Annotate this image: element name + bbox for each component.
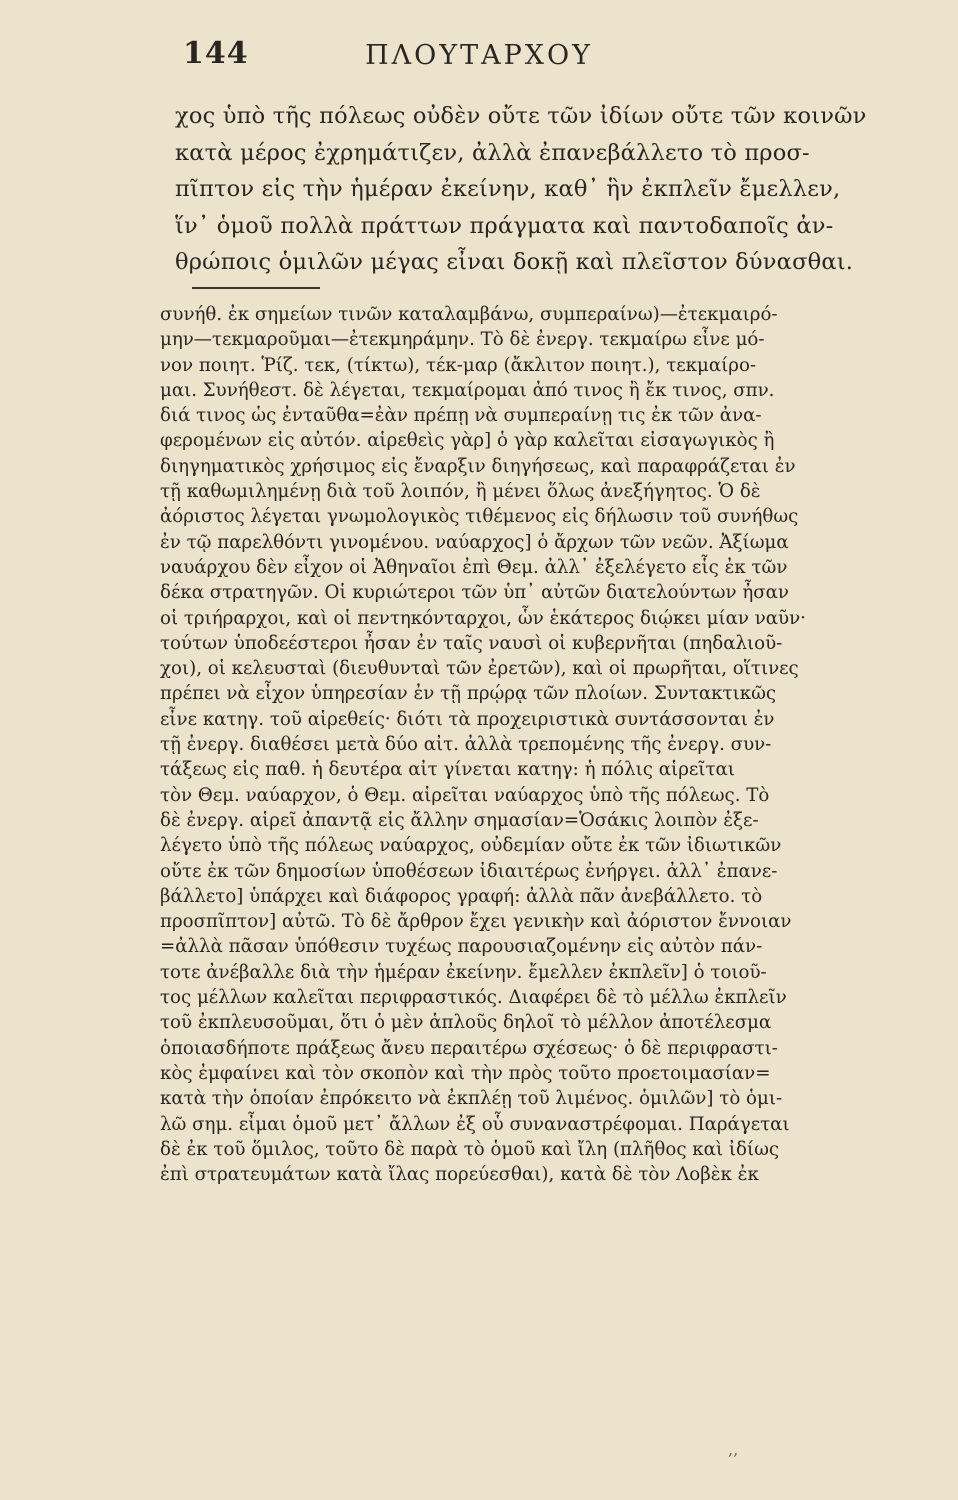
- main-text-line: χος ὑπὸ τῆς πόλεως οὐδὲν οὔτε τῶν ἰδίων οὔτε τῶν κοινῶν: [175, 103, 867, 129]
- note-line: νον ποιητ. Ῥίζ. τεκ, (τίκτω), τέκ-μαρ (ἄκλιτον ποιητ.), τεκμαίρο-: [160, 354, 757, 376]
- note-line: λῶ σημ. εἶμαι ὁμοῦ μετ᾽ ἄλλων ἐξ οὗ συναναστρέφομαι. Παράγεται: [160, 1113, 790, 1135]
- commentary-notes-block: [160, 302, 950, 1187]
- note-line: ἐν τῷ παρελθόντι γινομένου. ναύαρχος] ὁ ἄρχων τῶν νεῶν. Ἀξίωμα: [160, 531, 789, 553]
- note-line: ὁποιασδήποτε πράξεως ἄνευ περαιτέρω σχέσεως· ὁ δὲ περιφραστι-: [160, 1037, 778, 1059]
- footnote-separator-rule: [192, 287, 320, 289]
- note-line: διά τινος ὡς ἐνταῦθα=ἐὰν πρέπῃ νὰ συμπεραίνῃ τις ἐκ τῶν ἀνα-: [160, 405, 762, 427]
- note-line: τούτων ὑποδεέστεροι ἦσαν ἐν ταῖς ναυσὶ οἱ κυβερνῆται (πηδαλιοῦ-: [160, 632, 783, 654]
- note-line: χοι), οἱ κελευσταὶ (διευθυνταὶ τῶν ἐρετῶν), καὶ οἱ πρωρῆται, οἵτινες: [160, 658, 799, 680]
- note-line: ἐπὶ στρατευμάτων κατὰ ἴλας πορεύεσθαι), κατὰ δὲ τὸν Λοβὲκ ἐκ: [160, 1164, 759, 1186]
- note-line: οὔτε ἐκ τῶν δημοσίων ὑποθέσεων ἰδιαιτέρως ἐνήργει. ἀλλ᾽ ἐπανε-: [160, 860, 778, 882]
- main-text-line: θρώποις ὁμιλῶν μέγας εἶναι δοκῇ καὶ πλεῖστον δύνασθαι.: [175, 249, 854, 275]
- page-number: 144: [183, 36, 249, 71]
- note-line: φερομένων εἰς αὐτόν. αἱρεθεὶς γὰρ] ὁ γὰρ καλεῖται εἰσαγωγικὸς ἢ: [160, 430, 775, 452]
- note-line: τοῦ ἐκπλευσοῦμαι, ὅτι ὁ μὲν ἁπλοῦς δηλοῖ τὸ μέλλον ἀποτέλεσμα: [160, 1012, 772, 1034]
- note-line: μην—τεκμαροῦμαι—ἐτεκμηράμην. Τὸ δὲ ἐνεργ. τεκμαίρω εἶνε μό-: [160, 329, 765, 351]
- note-line: μαι. Συνήθεστ. δὲ λέγεται, τεκμαίρομαι ἀπό τινος ἢ ἔκ τινος, σπν.: [160, 379, 775, 401]
- note-line: δὲ ἐνεργ. αἱρεῖ ἀπαντᾷ εἰς ἄλλην σημασίαν=Ὁσάκις λοιπὸν ἐξε-: [160, 809, 759, 831]
- note-line: διηγηματικὸς χρήσιμος εἰς ἔναρξιν διηγήσεως, καὶ παραφράζεται ἐν: [160, 455, 796, 477]
- main-text-line: πῖπτον εἰς τὴν ἡμέραν ἐκείνην, καθ᾽ ἣν ἐκπλεῖν ἔμελλεν,: [175, 176, 841, 202]
- note-line: ναυάρχου δὲν εἶχον οἱ Ἀθηναῖοι ἐπὶ Θεμ. ἀλλ᾽ ἐξελέγετο εἷς ἐκ τῶν: [160, 556, 788, 578]
- note-line: τάξεως εἰς παθ. ἡ δευτέρα αἰτ γίνεται κατηγ: ἡ πόλις αἱρεῖται: [160, 759, 735, 781]
- note-line: =ἀλλὰ πᾶσαν ὑπόθεσιν τυχέως παρουσιαζομένην εἰς αὐτὸν πάν-: [160, 936, 763, 958]
- note-line: εἶνε κατηγ. τοῦ αἱρεθείς· διότι τὰ προχειριστικὰ συντάσσονται ἐν: [160, 708, 775, 730]
- note-line: τοτε ἀνέβαλλε διὰ τὴν ἡμέραν ἐκείνην. ἔμελλεν ἐκπλεῖν] ὁ τοιοῦ-: [160, 961, 767, 983]
- main-text-line: κατὰ μέρος ἐχρημάτιζεν, ἀλλὰ ἐπανεβάλλετο τὸ προσ-: [175, 139, 810, 166]
- note-line: τος μέλλων καλεῖται περιφραστικός. Διαφέρει δὲ τὸ μέλλω ἐκπλεῖν: [160, 987, 787, 1009]
- running-head: ΠΛΟΥΤΑΡΧΟΥ: [365, 40, 593, 71]
- note-line: κατὰ τὴν ὁποίαν ἐπρόκειτο νὰ ἐκπλέῃ τοῦ λιμένος. ὁμιλῶν] τὸ ὁμι-: [160, 1088, 783, 1110]
- note-line: ἀόριστος λέγεται γνωμολογικὸς τιθέμενος εἰς δήλωσιν τοῦ συνήθως: [160, 506, 799, 528]
- note-line: βάλλετο] ὑπάρχει καὶ διάφορος γραφή: ἀλλὰ πᾶν ἀνεβάλλετο. τὸ: [160, 885, 763, 907]
- note-line: πρέπει νὰ εἶχον ὑπηρεσίαν ἐν τῇ πρῴρᾳ τῶν πλοίων. Συντακτικῶς: [160, 683, 777, 705]
- note-line: δὲ ἐκ τοῦ ὅμιλος, τοῦτο δὲ παρὰ τὸ ὁμοῦ καὶ ἴλη (πλῆθος καὶ ἰδίως: [160, 1138, 780, 1160]
- note-line: προσπῖπτον] αὐτῶ. Τὸ δὲ ἄρθρον ἔχει γενικὴν καὶ ἀόριστον ἔννοιαν: [160, 911, 792, 933]
- note-line: τὸν Θεμ. ναύαρχον, ὁ Θεμ. αἱρεῖται ναύαρχος ὑπὸ τῆς πόλεως. Τὸ: [160, 784, 770, 806]
- main-text-block: [175, 98, 935, 281]
- note-line: τῇ καθωμιλημένῃ διὰ τοῦ λοιπόν, ἢ μένει ὅλως ἀνεξήγητος. Ὁ δὲ: [160, 481, 761, 503]
- main-text-line: ἵν᾽ ὁμοῦ πολλὰ πράττων πράγματα καὶ παντοδαποῖς ἀν-: [175, 212, 834, 239]
- note-line: λέγετο ὑπὸ τῆς πόλεως ναύαρχος, οὐδεμίαν οὔτε ἐκ τῶν ἰδιωτικῶν: [160, 835, 782, 857]
- note-line: οἱ τριήραρχοι, καὶ οἱ πεντηκόνταρχοι, ὧν ἑκάτερος διῴκει μίαν ναῦν·: [160, 607, 806, 629]
- footer-mark: ‚‚: [728, 1440, 739, 1459]
- note-line: συνήθ. ἐκ σημείων τινῶν καταλαμβάνω, συμπεραίνω)—ἐτεκμαιρό-: [160, 304, 778, 325]
- note-line: δέκα στρατηγῶν. Οἱ κυριώτεροι τῶν ὑπ᾽ αὐτῶν διατελούντων ἦσαν: [160, 582, 789, 604]
- note-line: κὸς ἐμφαίνει καὶ τὸν σκοπὸν καὶ τὴν πρὸς τοῦτο προετοιμασίαν=: [160, 1062, 771, 1084]
- note-line: τῇ ἐνεργ. διαθέσει μετὰ δύο αἰτ. ἀλλὰ τρεπομένης τῆς ἐνεργ. συν-: [160, 734, 772, 756]
- page-header: [0, 28, 958, 78]
